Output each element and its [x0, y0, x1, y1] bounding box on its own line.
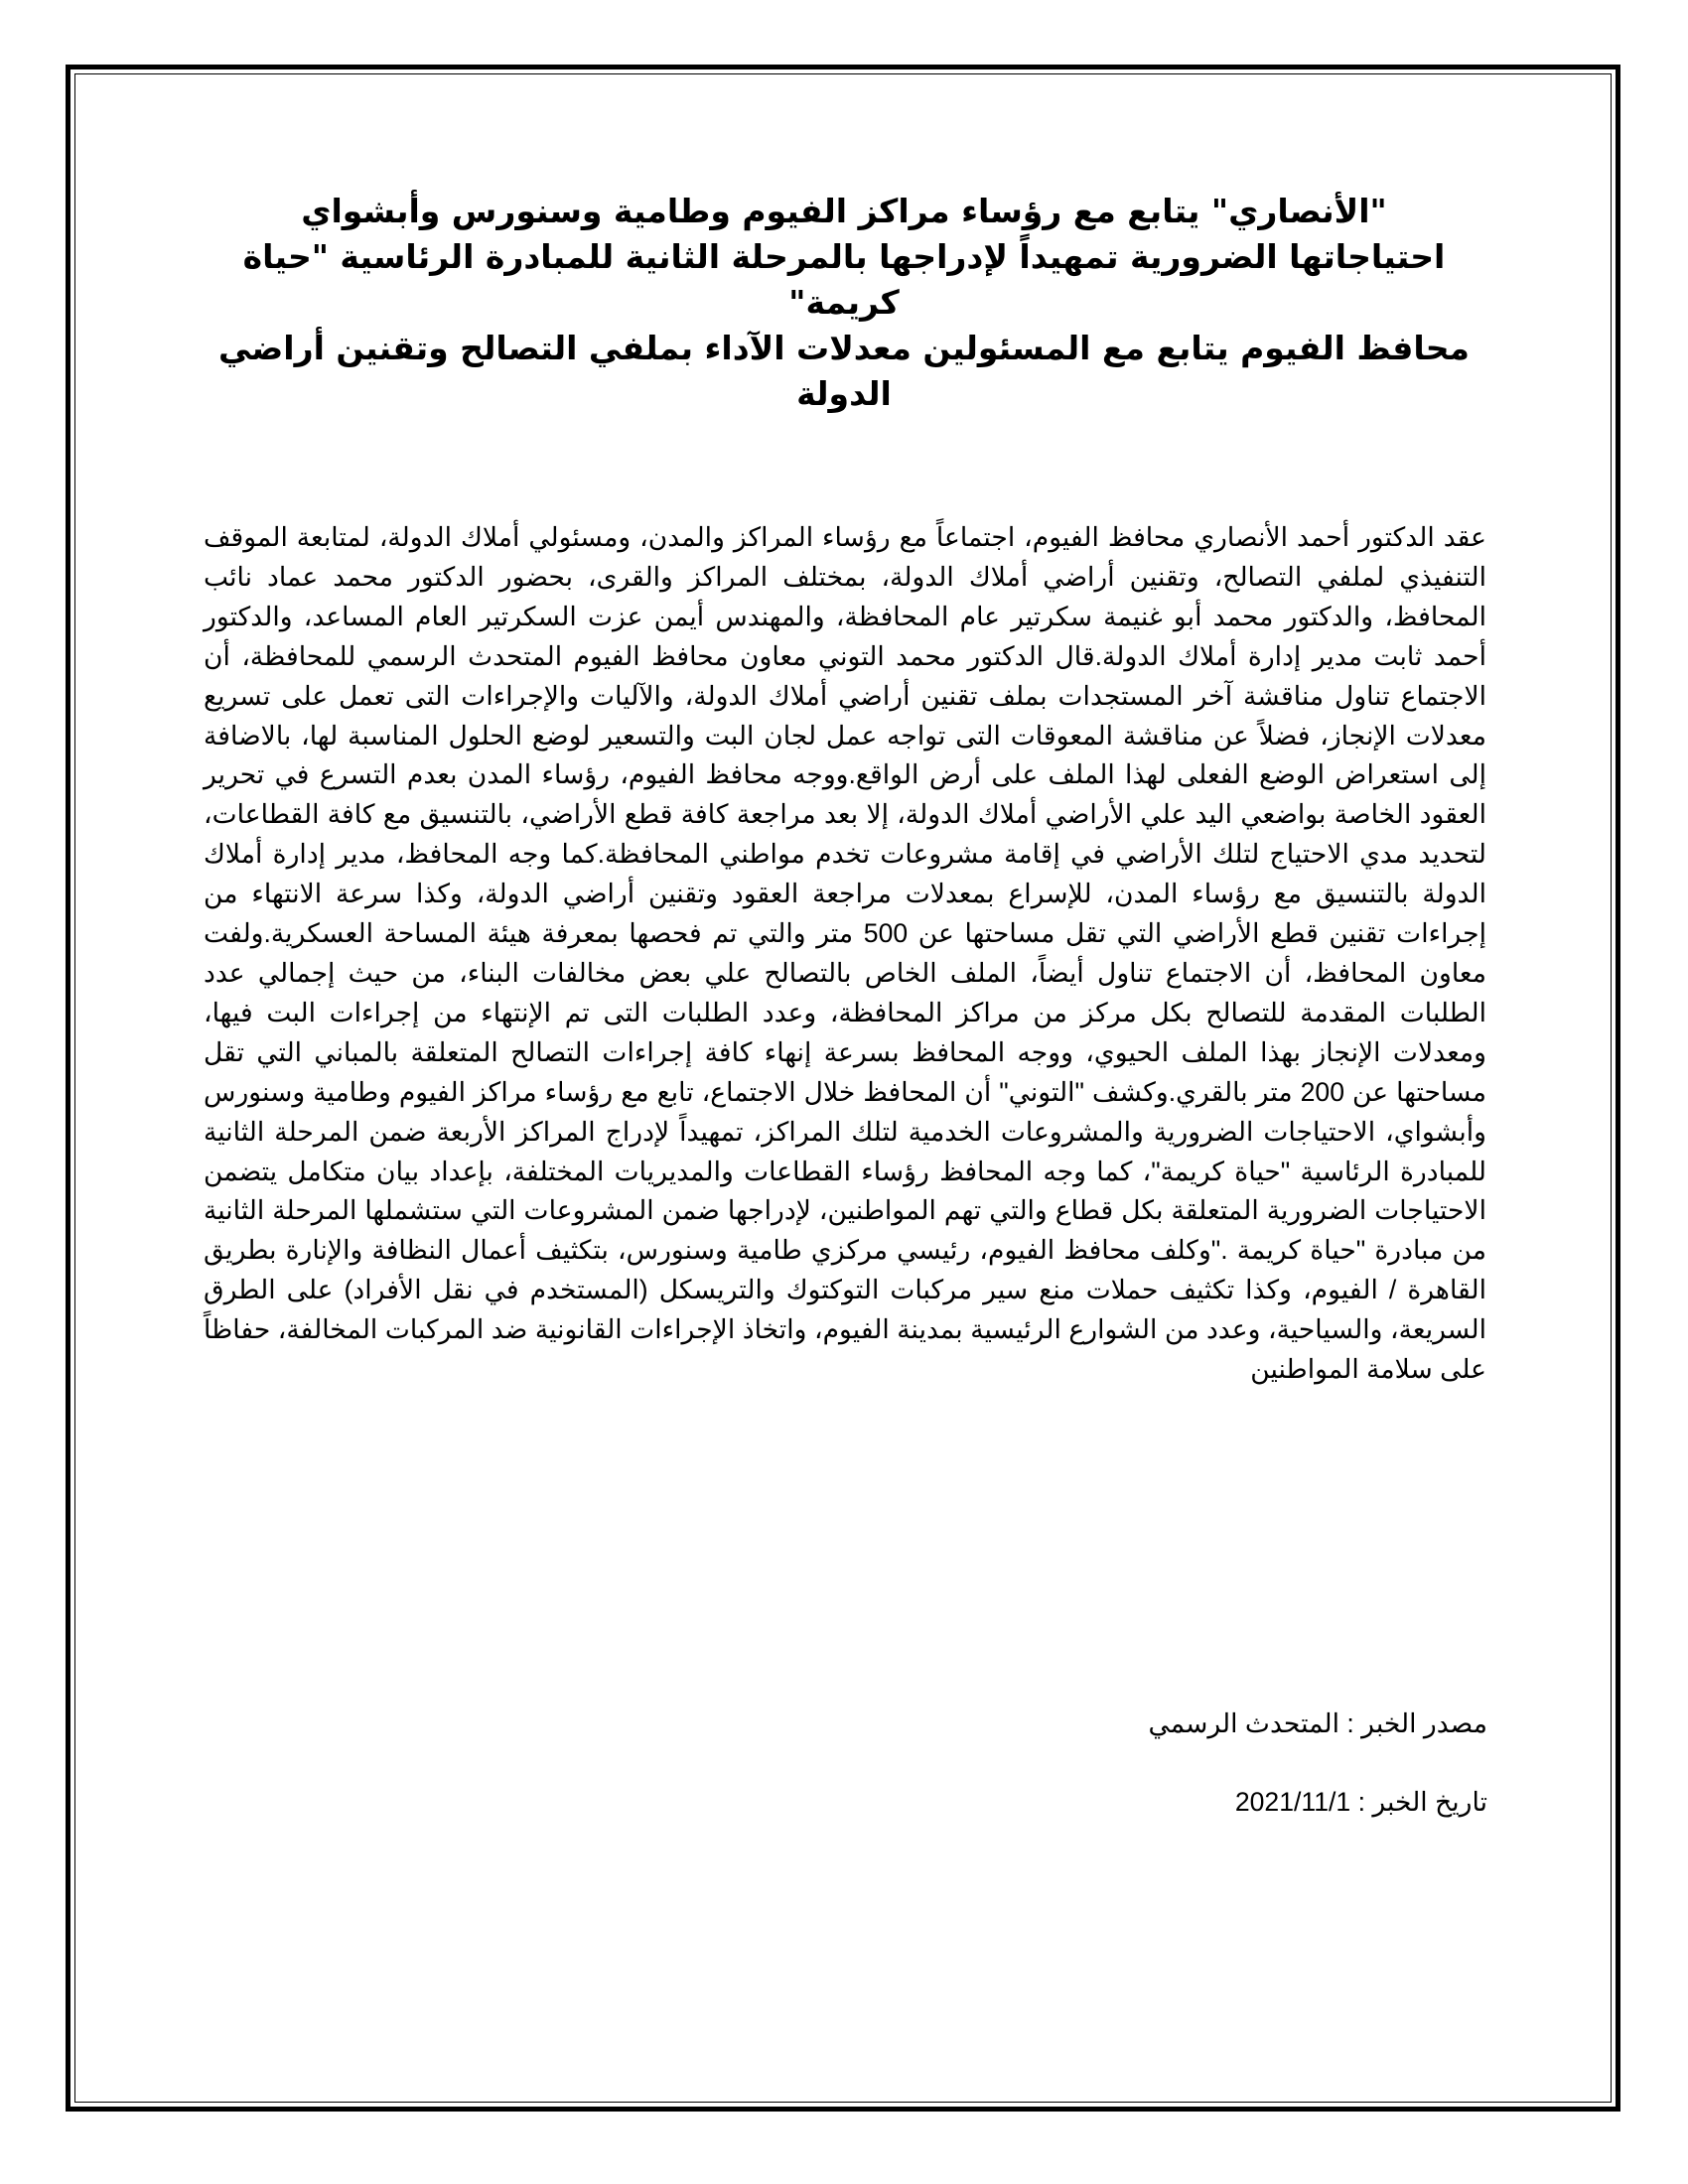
- news-date-value: 2021/11/1: [1234, 1787, 1351, 1817]
- headline-line-5: الدولة: [796, 374, 892, 413]
- headline: [199, 189, 1489, 417]
- headline-line-1: "الأنصاري" يتابع مع رؤساء مراكز الفيوم وطامية وسنورس وأبشواي: [301, 192, 1387, 230]
- headline-line-2: احتياجاتها الضرورية تمهيداً لإدراجها بالمرحلة الثانية للمبادرة الرئاسية "حياة: [242, 237, 1446, 276]
- headline-line-3: كريمة": [788, 283, 900, 322]
- news-date: [1235, 1784, 1487, 1820]
- article-body: عقد الدكتور أحمد الأنصاري محافظ الفيوم، اجتماعاً مع رؤساء المراكز والمدن، ومسئولي أملاك الدولة، لمتابعة الموقف التنفيذي لملفي التصالح، وتقنين أراضي أملاك الدولة، بمختلف المراكز والقرى، بحضور الدكتور محمد عماد نائب المحافظ، والدكتور محمد أبو غنيمة سكرتير عام المحافظة، والمهندس أيمن عزت السكرتير العام المساعد، والدكتور أحمد ثابت مدير إدارة أملاك الدولة.قال الدكتور محمد التوني معاون محافظ الفيوم المتحدث الرسمي للمحافظة، أن الاجتماع تناول مناقشة آخر المستجدات بملف تقنين أراضي أملاك الدولة، والآليات والإجراءات التى تعمل على تسريع معدلات الإنجاز، فضلاً عن مناقشة المعوقات التى تواجه عمل لجان البت والتسعير لوضع الحلول المناسبة لها، بالاضافة إلى استعراض الوضع الفعلى لهذا الملف على أرض الواقع.ووجه محافظ الفيوم، رؤساء المدن بعدم التسرع في تحرير العقود الخاصة بواضعي اليد علي الأراضي أملاك الدولة، إلا بعد مراجعة كافة قطع الأراضي، بالتنسيق مع كافة القطاعات، لتحديد مدي الاحتياج لتلك الأراضي في إقامة مشروعات تخدم مواطني المحافظة.كما وجه المحافظ، مدير إدارة أملاك الدولة بالتنسيق مع رؤساء المدن، للإسراع بمعدلات مراجعة العقود وتقنين أراضي الدولة، وكذا سرعة الانتهاء من إجراءات تقنين قطع الأراضي التي تقل مساحتها عن 500 متر والتي تم فحصها بمعرفة هيئة المساحة العسكرية.ولفت معاون المحافظ، أن الاجتماع تناول أيضاً، الملف الخاص بالتصالح علي بعض مخالفات البناء، من حيث إجمالي عدد الطلبات المقدمة للتصالح بكل مركز من مراكز المحافظة، وعدد الطلبات التى تم الإنتهاء من إجراءات البت فيها، ومعدلات الإنجاز بهذا الملف الحيوي، ووجه المحافظ بسرعة إنهاء كافة إجراءات التصالح المتعلقة بالمباني التي تقل مساحتها عن 200 متر بالقري.وكشف "التوني" أن المحافظ خلال الاجتماع، تابع مع رؤساء مراكز الفيوم وطامية وسنورس وأبشواي، الاحتياجات الضرورية والمشروعات الخدمية لتلك المراكز، تمهيداً لإدراج المراكز الأربعة ضمن المرحلة الثانية للمبادرة الرئاسية "حياة كريمة"، كما وجه المحافظ رؤساء القطاعات والمديريات المختلفة، بإعداد بيان متكامل يتضمن الاحتياجات الضرورية المتعلقة بكل قطاع والتي تهم المواطنين، لإدراجها ضمن المشروعات التي ستشملها المرحلة الثانية من مبادرة "حياة كريمة ."وكلف محافظ الفيوم، رئيسي مركزي طامية وسنورس، بتكثيف أعمال النظافة والإنارة بطريق القاهرة / الفيوم، وكذا تكثيف حملات منع سير مركبات التوكتوك والتريسكل (المستخدم في نقل الأفراد) على الطرق السريعة، والسياحية، وعدد من الشوارع الرئيسية بمدينة الفيوم، واتخاذ الإجراءات القانونية ضد المركبات المخالفة، حفاظاً على سلامة المواطنين: [204, 522, 1486, 1385]
- headline-line-4: محافظ الفيوم يتابع مع المسئولين معدلات الآداء بملفي التصالح وتقنين أراضي: [218, 329, 1470, 367]
- news-source: مصدر الخبر : المتحدث الرسمي: [1148, 1708, 1487, 1738]
- news-date-label: تاريخ الخبر :: [1357, 1787, 1487, 1817]
